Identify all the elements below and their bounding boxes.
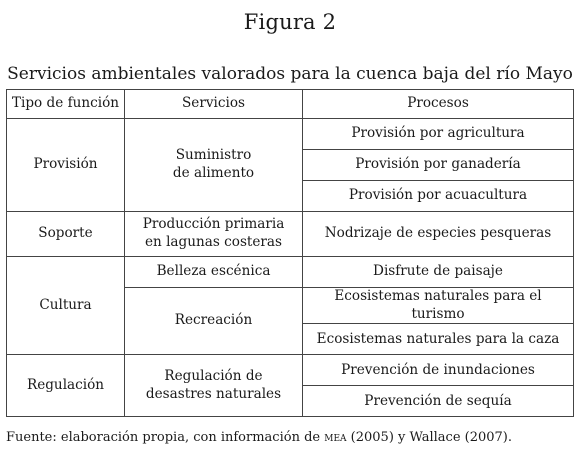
servicio-suministro-alimento: Suministro de alimento bbox=[125, 119, 303, 212]
services-table bbox=[6, 89, 574, 417]
servicio-belleza-escenica: Belleza escénica bbox=[125, 257, 303, 288]
proceso-cell: Provisión por ganadería bbox=[303, 150, 574, 181]
table-header-row bbox=[7, 90, 574, 119]
figure-label: Figura 2 bbox=[243, 10, 337, 34]
proceso-cell: Nodrizaje de especies pesqueras bbox=[303, 212, 574, 257]
proceso-cell: Ecosistemas naturales para el turismo bbox=[303, 288, 574, 324]
source-suffix: (2005) y Wallace (2007). bbox=[346, 430, 513, 445]
funcion-regulacion: Regulación bbox=[7, 355, 125, 417]
source-prefix: Fuente: elaboración propia, con información de bbox=[6, 430, 325, 445]
table-row bbox=[7, 212, 574, 257]
header-procesos: Procesos bbox=[303, 90, 574, 119]
servicio-recreacion: Recreación bbox=[125, 288, 303, 355]
servicio-regulacion-desastres: Regulación de desastres naturales bbox=[125, 355, 303, 417]
funcion-cultura: Cultura bbox=[7, 257, 125, 355]
table-row bbox=[7, 257, 574, 288]
servicio-produccion-primaria: Producción primaria en lagunas costeras bbox=[125, 212, 303, 257]
header-tipo-funcion: Tipo de función bbox=[7, 90, 125, 119]
proceso-cell: Prevención de inundaciones bbox=[303, 355, 574, 386]
proceso-cell: Disfrute de paisaje bbox=[303, 257, 574, 288]
funcion-provision: Provisión bbox=[7, 119, 125, 212]
header-servicios: Servicios bbox=[125, 90, 303, 119]
table-row bbox=[7, 355, 574, 386]
proceso-cell: Provisión por agricultura bbox=[303, 119, 574, 150]
source-org: mea bbox=[324, 430, 347, 445]
figure-title: Servicios ambientales valorados para la cuenca baja del río Mayo bbox=[7, 64, 573, 84]
proceso-cell: Provisión por acuacultura bbox=[303, 181, 574, 212]
table-row bbox=[7, 119, 574, 150]
funcion-soporte: Soporte bbox=[7, 212, 125, 257]
proceso-cell: Prevención de sequía bbox=[303, 386, 574, 417]
proceso-cell: Ecosistemas naturales para la caza bbox=[303, 324, 574, 355]
source-note bbox=[6, 430, 512, 445]
